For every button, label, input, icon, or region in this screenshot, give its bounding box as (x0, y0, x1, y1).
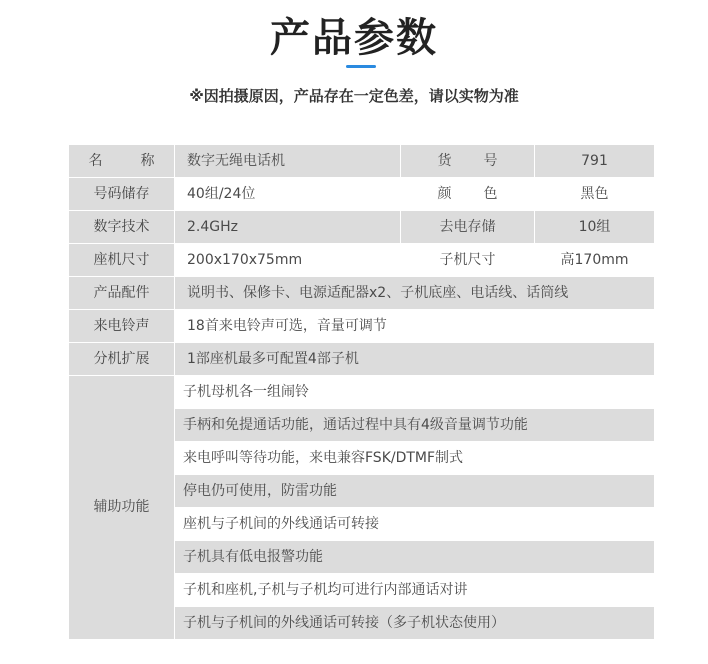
label-base-size: 座机尺寸 (69, 244, 175, 277)
label-item-no (401, 145, 535, 178)
table-row (69, 211, 655, 244)
label-tech: 数字技术 (69, 211, 175, 244)
aux-item: 子机具有低电报警功能 (175, 541, 655, 574)
value-storage: 40组/24位 (175, 178, 401, 211)
label-storage: 号码储存 (69, 178, 175, 211)
color-notice: ※因拍摄原因，产品存在一定色差，请以实物为准 (189, 87, 519, 105)
label-name-char-2: 称 (140, 152, 155, 169)
label-item-no-char-1: 货 (437, 152, 452, 169)
table-row (69, 343, 655, 376)
aux-item: 子机母机各一组闹铃 (175, 376, 655, 409)
label-color (401, 178, 535, 211)
value-ringtone: 18首来电铃声可选，音量可调节 (175, 310, 655, 343)
table-row (69, 178, 655, 211)
label-name-char-1: 名 (88, 152, 103, 169)
label-redial-storage: 去电存储 (401, 211, 535, 244)
value-color: 黑色 (535, 178, 655, 211)
label-color-char-2: 色 (483, 185, 498, 202)
table-row (69, 277, 655, 310)
value-extension: 1部座机最多可配置4部子机 (175, 343, 655, 376)
label-item-no-char-2: 号 (483, 152, 498, 169)
aux-item: 手柄和免提通话功能，通话过程中具有4级音量调节功能 (175, 409, 655, 442)
aux-item: 座机与子机间的外线通话可转接 (175, 508, 655, 541)
table-row (69, 145, 655, 178)
spec-table (68, 144, 655, 640)
value-handset-size: 高170mm (535, 244, 655, 277)
label-extension: 分机扩展 (69, 343, 175, 376)
aux-item: 子机和座机,子机与子机均可进行内部通话对讲 (175, 574, 655, 607)
label-color-char-1: 颜 (437, 185, 452, 202)
title-underline (346, 65, 376, 68)
value-name: 数字无绳电话机 (175, 145, 401, 178)
table-row (69, 244, 655, 277)
value-redial-storage: 10组 (535, 211, 655, 244)
value-tech: 2.4GHz (175, 211, 401, 244)
label-name (69, 145, 175, 178)
label-handset-size: 子机尺寸 (401, 244, 535, 277)
page-title: 产品参数 (270, 15, 438, 61)
label-ringtone: 来电铃声 (69, 310, 175, 343)
label-accessories: 产品配件 (69, 277, 175, 310)
aux-item: 停电仍可使用，防雷功能 (175, 475, 655, 508)
label-auxiliary: 辅助功能 (69, 376, 175, 640)
value-base-size: 200x170x75mm (175, 244, 401, 277)
aux-item: 子机与子机间的外线通话可转接（多子机状态使用） (175, 607, 655, 640)
value-item-no: 791 (535, 145, 655, 178)
table-row (69, 376, 655, 409)
aux-item: 来电呼叫等待功能，来电兼容FSK/DTMF制式 (175, 442, 655, 475)
table-row (69, 310, 655, 343)
value-accessories: 说明书、保修卡、电源适配器x2、子机底座、电话线、话筒线 (175, 277, 655, 310)
